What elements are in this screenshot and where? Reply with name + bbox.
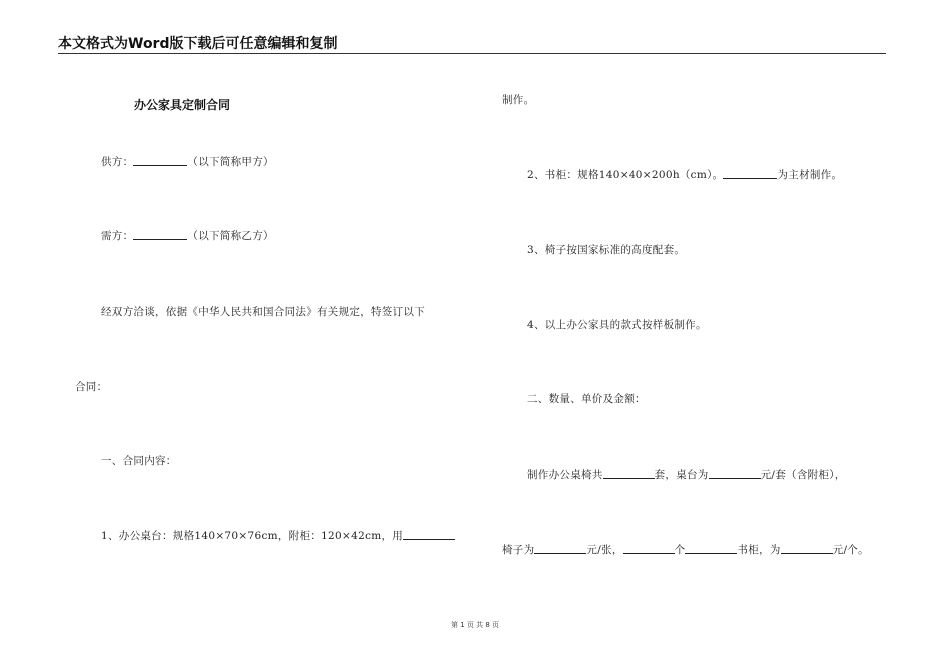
quantity-blank — [603, 468, 655, 479]
document-banner: 本文格式为Word版下载后可任意编辑和复制 — [58, 36, 338, 52]
chair-line — [502, 543, 869, 557]
supplier-note: （以下简称甲方） — [187, 156, 274, 168]
chair-text-e: 元/个。 — [832, 544, 869, 556]
supplier-blank — [133, 155, 187, 166]
section-2-heading: 二、数量、单价及金额： — [527, 393, 646, 405]
intro-continuation: 合同： — [75, 381, 108, 393]
bookcase-material-blank — [685, 543, 737, 554]
supplier-label: 供方： — [101, 156, 134, 168]
item-1-line — [101, 529, 455, 543]
item-1-continuation: 制作。 — [502, 94, 535, 106]
chair-text-d: 书柜，为 — [737, 544, 781, 556]
chair-text-a: 椅子为 — [502, 544, 535, 556]
item-2-text: 2、书柜：规格140×40×200h（cm）。 — [527, 169, 724, 181]
item-2-line — [527, 168, 842, 182]
document-title: 办公家具定制合同 — [134, 98, 231, 112]
item-3-line: 3、椅子按国家标准的高度配套。 — [527, 244, 686, 256]
header-divider — [58, 53, 886, 54]
desk-price-blank — [709, 468, 761, 479]
buyer-note: （以下简称乙方） — [187, 230, 274, 242]
buyer-blank — [133, 229, 187, 240]
item-1-blank — [403, 529, 455, 540]
chair-text-b: 元/张， — [586, 544, 623, 556]
page-footer: 第 1 页 共 8 页 — [450, 621, 500, 629]
item-2-blank — [723, 168, 777, 179]
quantity-text-c: 元/套（含附柜）， — [760, 469, 846, 481]
item-1-text: 1、办公桌台：规格140×70×76cm，附柜：120×42cm，用 — [101, 530, 404, 542]
item-2-tail: 为主材制作。 — [777, 169, 843, 181]
chair-text-c: 个 — [674, 544, 686, 556]
quantity-text-a: 制作办公桌椅共 — [527, 469, 603, 481]
intro-paragraph: 经双方洽谈，依据《中华人民共和国合同法》有关规定，特签订以下 — [101, 306, 425, 318]
supplier-line — [101, 155, 274, 169]
section-1-heading: 一、合同内容： — [101, 455, 177, 467]
bookcase-price-blank — [781, 543, 833, 554]
bookcase-count-blank — [623, 543, 675, 554]
quantity-line — [527, 468, 846, 482]
chair-price-blank — [534, 543, 586, 554]
quantity-text-b: 套，桌台为 — [654, 469, 709, 481]
item-4-line: 4、以上办公家具的款式按样板制作。 — [527, 319, 707, 331]
buyer-line — [101, 229, 274, 243]
buyer-label: 需方： — [101, 230, 134, 242]
